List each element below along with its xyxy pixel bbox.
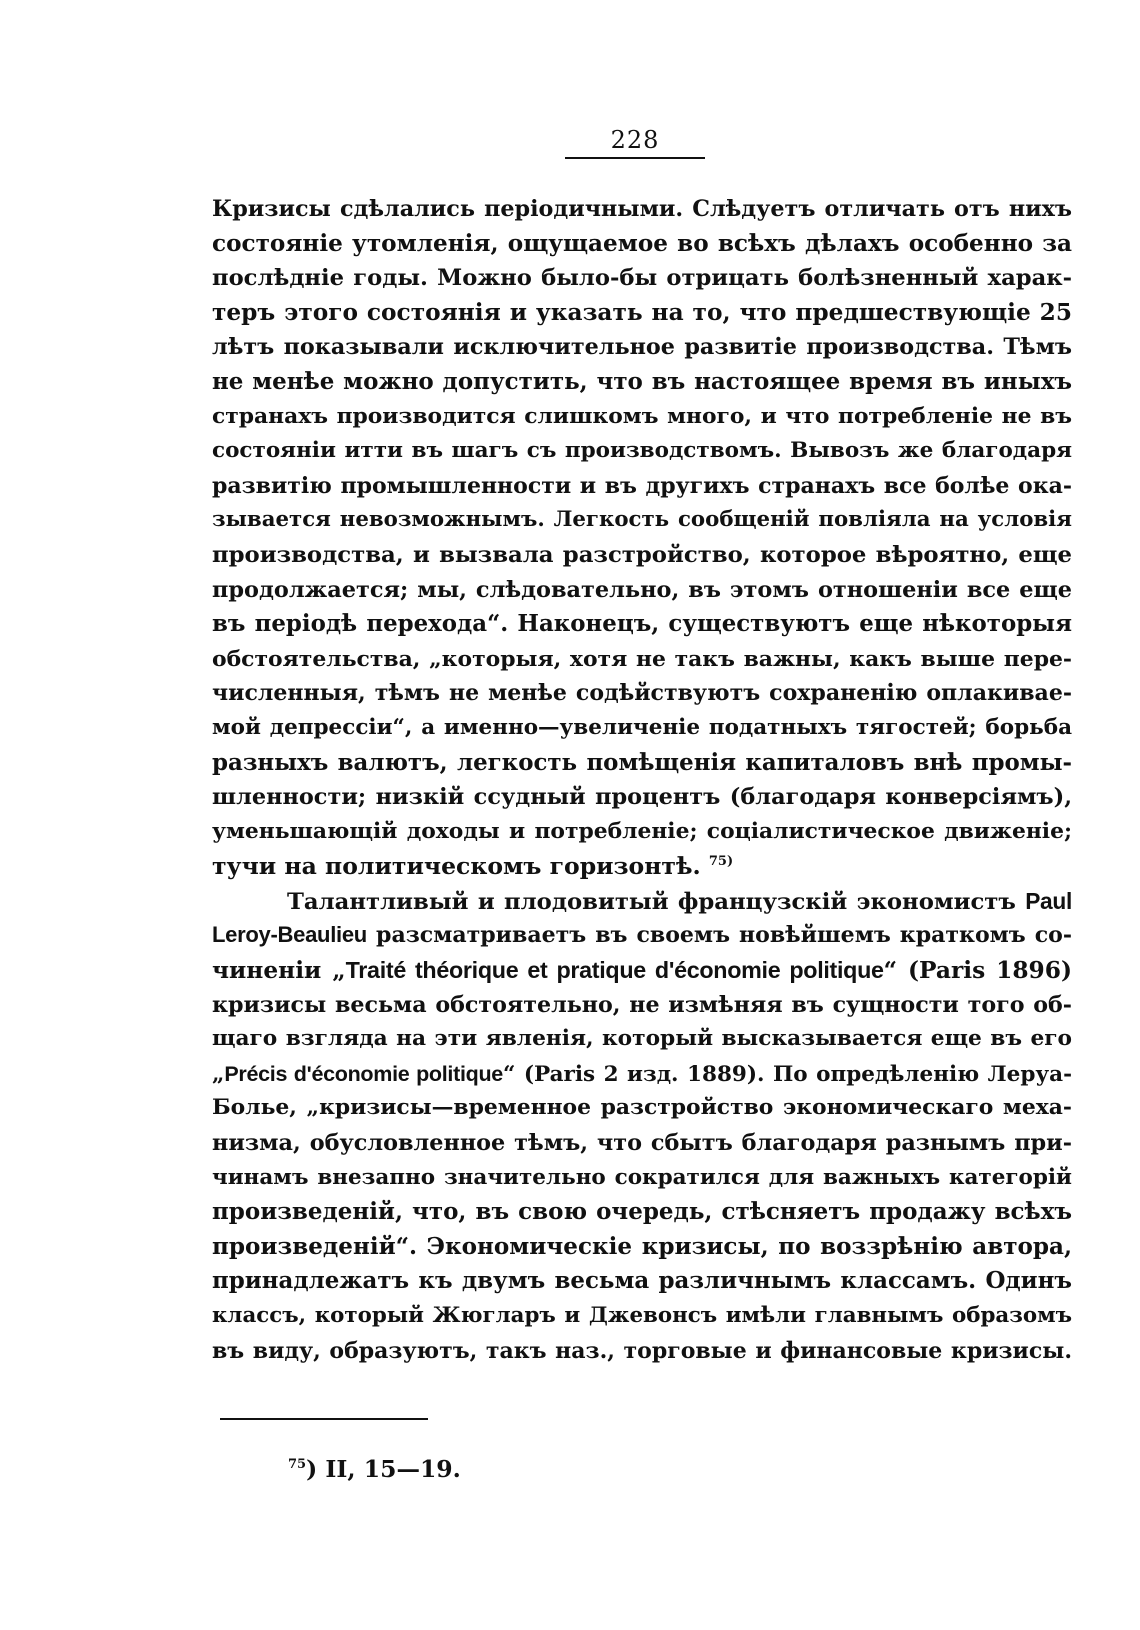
footnote-separator: [220, 1418, 428, 1420]
text-line: [212, 953, 1072, 988]
text-line: развитію промышленности и въ другихъ странахъ все болѣе ока-: [212, 472, 1072, 499]
text-line: зывается невозможнымъ. Легкость сообщеній повліяла на условія: [212, 507, 1072, 533]
text-segment: “ (Paris 1896): [883, 957, 1072, 985]
text-line: мой депрессіи“, а именно—увеличеніе податныхъ тягостей; борьба: [212, 714, 1072, 740]
text-line: Кризисы сдѣлались періодичными. Слѣдуетъ отличать отъ нихъ: [212, 196, 1072, 222]
footnote: [288, 1455, 461, 1483]
footnote-text: ) II, 15—19.: [306, 1455, 461, 1483]
text-line: состояніе утомленія, ощущаемое во всѣхъ дѣлахъ особенно за: [212, 229, 1072, 257]
text-line: произведеній, что, въ свою очередь, стѣсняетъ продажу всѣхъ: [212, 1198, 1072, 1226]
text-line: состояніи итти въ шагъ съ производствомъ. Вывозъ же благодаря: [212, 438, 1072, 464]
text-segment: “ (Paris 2 изд. 1889). По опредѣленію Леруа-: [502, 1061, 1072, 1087]
text-line: [212, 1057, 1072, 1092]
page-number: 228: [610, 126, 660, 154]
text-line: странахъ производится слишкомъ много, и что потребленіе не въ: [212, 403, 1072, 429]
text-line: кризисы весьма обстоятельно, не измѣняя въ сущности того об-: [212, 991, 1072, 1018]
text-line: теръ этого состоянія и указать на то, что предшествующіе 25: [212, 298, 1072, 326]
text-line: чинамъ внезапно значительно сократился для важныхъ категорій: [212, 1164, 1072, 1190]
text-segment: „: [212, 1061, 225, 1087]
footnote-reference: 75): [708, 854, 734, 870]
work-title: Traité théorique et pratique d'économie politique: [345, 957, 884, 984]
text-line: численныя, тѣмъ не менѣе содѣйствуютъ сохраненію оплакивае-: [212, 680, 1072, 707]
text-line: производства, и вызвала разстройство, которое вѣроятно, еще: [212, 541, 1072, 568]
text-line: Болье, „кризисы—временное разстройство экономическаго меха-: [212, 1095, 1072, 1121]
footnote-marker: 75: [288, 1457, 307, 1472]
text-line: продолжается; мы, слѣдовательно, въ этомъ отношеніи все еще: [212, 576, 1072, 603]
text-line: щаго взгляда на эти явленія, который высказывается еще въ его: [212, 1026, 1072, 1052]
text-line: не менѣе можно допустить, что въ настоящее время въ иныхъ: [212, 367, 1072, 395]
work-title: Précis d'économie politique: [224, 1061, 503, 1086]
text-line: разныхъ валютъ, легкость помѣщенія капиталовъ внѣ промы-: [212, 749, 1072, 776]
text-segment: Талантливый и плодовитый французскій экономистъ: [287, 888, 1016, 915]
text-line-with-footnote: [212, 849, 1072, 884]
body-text: [212, 192, 1072, 1368]
text-segment: чиненіи „: [212, 957, 346, 985]
text-line: [212, 918, 1072, 953]
text-line: классъ, который Жюгларъ и Джевонсъ имѣли главнымъ образомъ: [212, 1303, 1072, 1328]
text-line: лѣтъ показывали исключительное развитіе производства. Тѣмъ: [212, 334, 1072, 361]
text-segment: разсматриваетъ въ своемъ новѣйшемъ краткомъ со-: [376, 922, 1072, 949]
text-line: произведеній“. Экономическіе кризисы, по воззрѣнію автора,: [212, 1232, 1072, 1260]
paragraph-start-line: [212, 884, 1072, 919]
author-name-first: Paul: [1025, 887, 1072, 914]
text-line: въ виду, образуютъ, такъ наз., торговые и финансовые кризисы.: [212, 1337, 1072, 1364]
text-line: принадлежатъ къ двумъ весьма различнымъ классамъ. Одинъ: [212, 1267, 1072, 1295]
text-line: шленности; низкій ссудный процентъ (благодаря конверсіямъ),: [212, 784, 1072, 811]
text-line: уменьшающій доходы и потребленіе; соціалистическое движеніе;: [212, 818, 1072, 844]
text-line: обстоятельства, „которыя, хотя не такъ важны, какъ выше пере-: [212, 645, 1072, 672]
text-line: низма, обусловленное тѣмъ, что сбытъ благодаря разнымъ при-: [212, 1130, 1072, 1157]
page-number-underline: [565, 157, 705, 159]
text-line: послѣдніе годы. Можно было-бы отрицать болѣзненный харак-: [212, 265, 1072, 292]
text-line: въ періодѣ перехода“. Наконецъ, существуютъ еще нѣкоторыя: [212, 611, 1072, 638]
author-name-last: Leroy-Beaulieu: [212, 922, 367, 948]
text-line: тучи на политическомъ горизонтѣ.: [212, 852, 701, 881]
